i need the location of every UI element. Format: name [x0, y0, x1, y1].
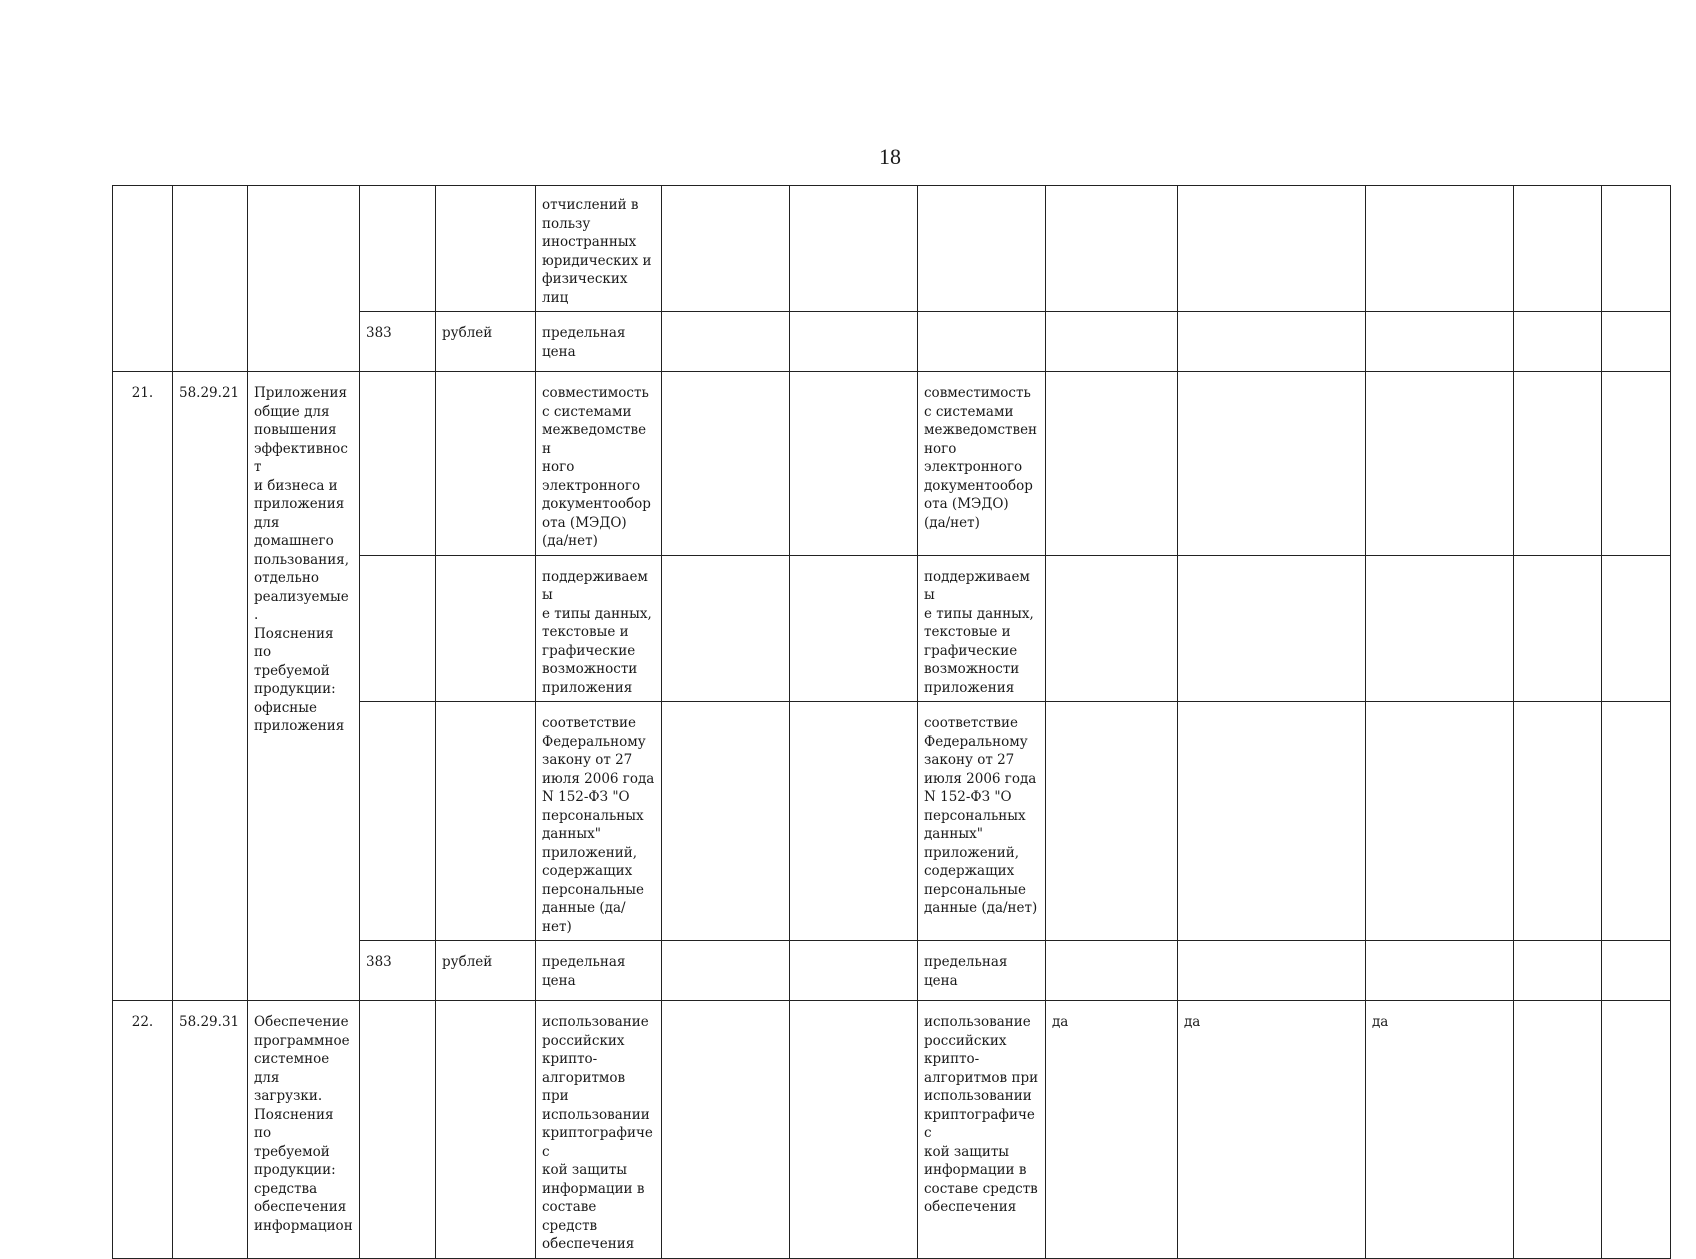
item-number-cell	[113, 186, 173, 372]
value-cell	[790, 941, 918, 1001]
value-cell	[1602, 372, 1671, 556]
page-number: 18	[879, 144, 901, 169]
unit-name-cell: рублей	[436, 941, 536, 1001]
value-cell: да	[1178, 1001, 1366, 1259]
okei-code-cell	[360, 372, 436, 556]
okpd-code-cell: 58.29.31	[173, 1001, 248, 1259]
value-cell: да	[1046, 1001, 1178, 1259]
okei-code-cell	[360, 555, 436, 702]
value-cell	[1046, 312, 1178, 372]
value-cell	[1046, 555, 1178, 702]
characteristic-cell: использование российских крипто- алгоритмов при использовании криптографичес кой защиты информации в составе средств обеспечения	[536, 1001, 662, 1259]
characteristic-cell: поддерживаемы е типы данных, текстовые и графические возможности приложения	[536, 555, 662, 702]
item-number-cell: 22.	[113, 1001, 173, 1259]
value-cell	[790, 186, 918, 312]
value-cell	[1046, 702, 1178, 941]
value-cell	[790, 555, 918, 702]
value-cell	[662, 702, 790, 941]
value-cell	[1514, 941, 1602, 1001]
characteristic-2-cell: использование российских крипто- алгоритмов при использовании криптографичес кой защиты информации в составе средств обеспечения	[918, 1001, 1046, 1259]
value-cell	[1602, 312, 1671, 372]
value-cell	[1366, 186, 1514, 312]
characteristic-2-cell: предельная цена	[918, 941, 1046, 1001]
value-cell	[1514, 312, 1602, 372]
value-cell	[1366, 555, 1514, 702]
item-name-cell	[248, 186, 360, 372]
value-cell	[1366, 372, 1514, 556]
value-cell	[790, 1001, 918, 1259]
value-cell	[662, 372, 790, 556]
value-cell	[1046, 941, 1178, 1001]
okei-code-cell	[360, 702, 436, 941]
value-cell	[1046, 186, 1178, 312]
table-row	[113, 186, 1671, 312]
value-cell	[662, 555, 790, 702]
characteristic-2-cell: совместимость с системами межведомствен ного электронного документообор ота (МЭДО) (да/нет)	[918, 372, 1046, 556]
value-cell	[662, 312, 790, 372]
unit-name-cell	[436, 555, 536, 702]
value-cell	[1602, 1001, 1671, 1259]
item-number-cell: 21.	[113, 372, 173, 1001]
value-cell	[1602, 555, 1671, 702]
characteristic-cell: отчислений в пользу иностранных юридических и физических лиц	[536, 186, 662, 312]
requirements-table	[112, 185, 1671, 1259]
value-cell	[790, 312, 918, 372]
characteristic-2-cell: поддерживаемы е типы данных, текстовые и графические возможности приложения	[918, 555, 1046, 702]
unit-name-cell: рублей	[436, 312, 536, 372]
okpd-code-cell: 58.29.21	[173, 372, 248, 1001]
value-cell	[662, 1001, 790, 1259]
value-cell	[1178, 941, 1366, 1001]
value-cell	[1514, 186, 1602, 312]
okpd-code-cell	[173, 186, 248, 372]
value-cell	[1178, 186, 1366, 312]
characteristic-2-cell: соответствие Федеральному закону от 27 июля 2006 года N 152-ФЗ "О персональных данных" приложений, содержащих персональные данные (да/нет)	[918, 702, 1046, 941]
table-row	[113, 372, 1671, 556]
unit-name-cell	[436, 372, 536, 556]
value-cell	[1366, 702, 1514, 941]
value-cell	[662, 941, 790, 1001]
value-cell	[1178, 555, 1366, 702]
value-cell	[1514, 1001, 1602, 1259]
unit-name-cell	[436, 702, 536, 941]
characteristic-cell: предельная цена	[536, 312, 662, 372]
characteristic-2-cell	[918, 186, 1046, 312]
value-cell	[790, 372, 918, 556]
item-name-cell: Приложения общие для повышения эффективност и бизнеса и приложения для домашнего пользования, отдельно реализуемые. Пояснения по требуемой продукции: офисные приложения	[248, 372, 360, 1001]
unit-name-cell	[436, 1001, 536, 1259]
characteristic-2-cell	[918, 312, 1046, 372]
value-cell	[662, 186, 790, 312]
value-cell	[1366, 312, 1514, 372]
okei-code-cell: 383	[360, 312, 436, 372]
table-row	[113, 1001, 1671, 1259]
value-cell	[1366, 941, 1514, 1001]
value-cell	[1178, 702, 1366, 941]
okei-code-cell	[360, 186, 436, 312]
value-cell	[1514, 702, 1602, 941]
item-name-cell: Обеспечение программное системное для загрузки. Пояснения по требуемой продукции: средства обеспечения информацион	[248, 1001, 360, 1259]
value-cell	[1602, 941, 1671, 1001]
value-cell	[1602, 702, 1671, 941]
value-cell	[1046, 372, 1178, 556]
okei-code-cell	[360, 1001, 436, 1259]
value-cell	[1514, 372, 1602, 556]
value-cell	[1514, 555, 1602, 702]
value-cell	[1178, 372, 1366, 556]
value-cell: да	[1366, 1001, 1514, 1259]
okei-code-cell: 383	[360, 941, 436, 1001]
value-cell	[790, 702, 918, 941]
value-cell	[1602, 186, 1671, 312]
characteristic-cell: предельная цена	[536, 941, 662, 1001]
value-cell	[1178, 312, 1366, 372]
characteristic-cell: соответствие Федеральному закону от 27 июля 2006 года N 152-ФЗ "О персональных данных" приложений, содержащих персональные данные (да/нет)	[536, 702, 662, 941]
characteristic-cell: совместимость с системами межведомствен ного электронного документообор ота (МЭДО) (да/нет)	[536, 372, 662, 556]
unit-name-cell	[436, 186, 536, 312]
